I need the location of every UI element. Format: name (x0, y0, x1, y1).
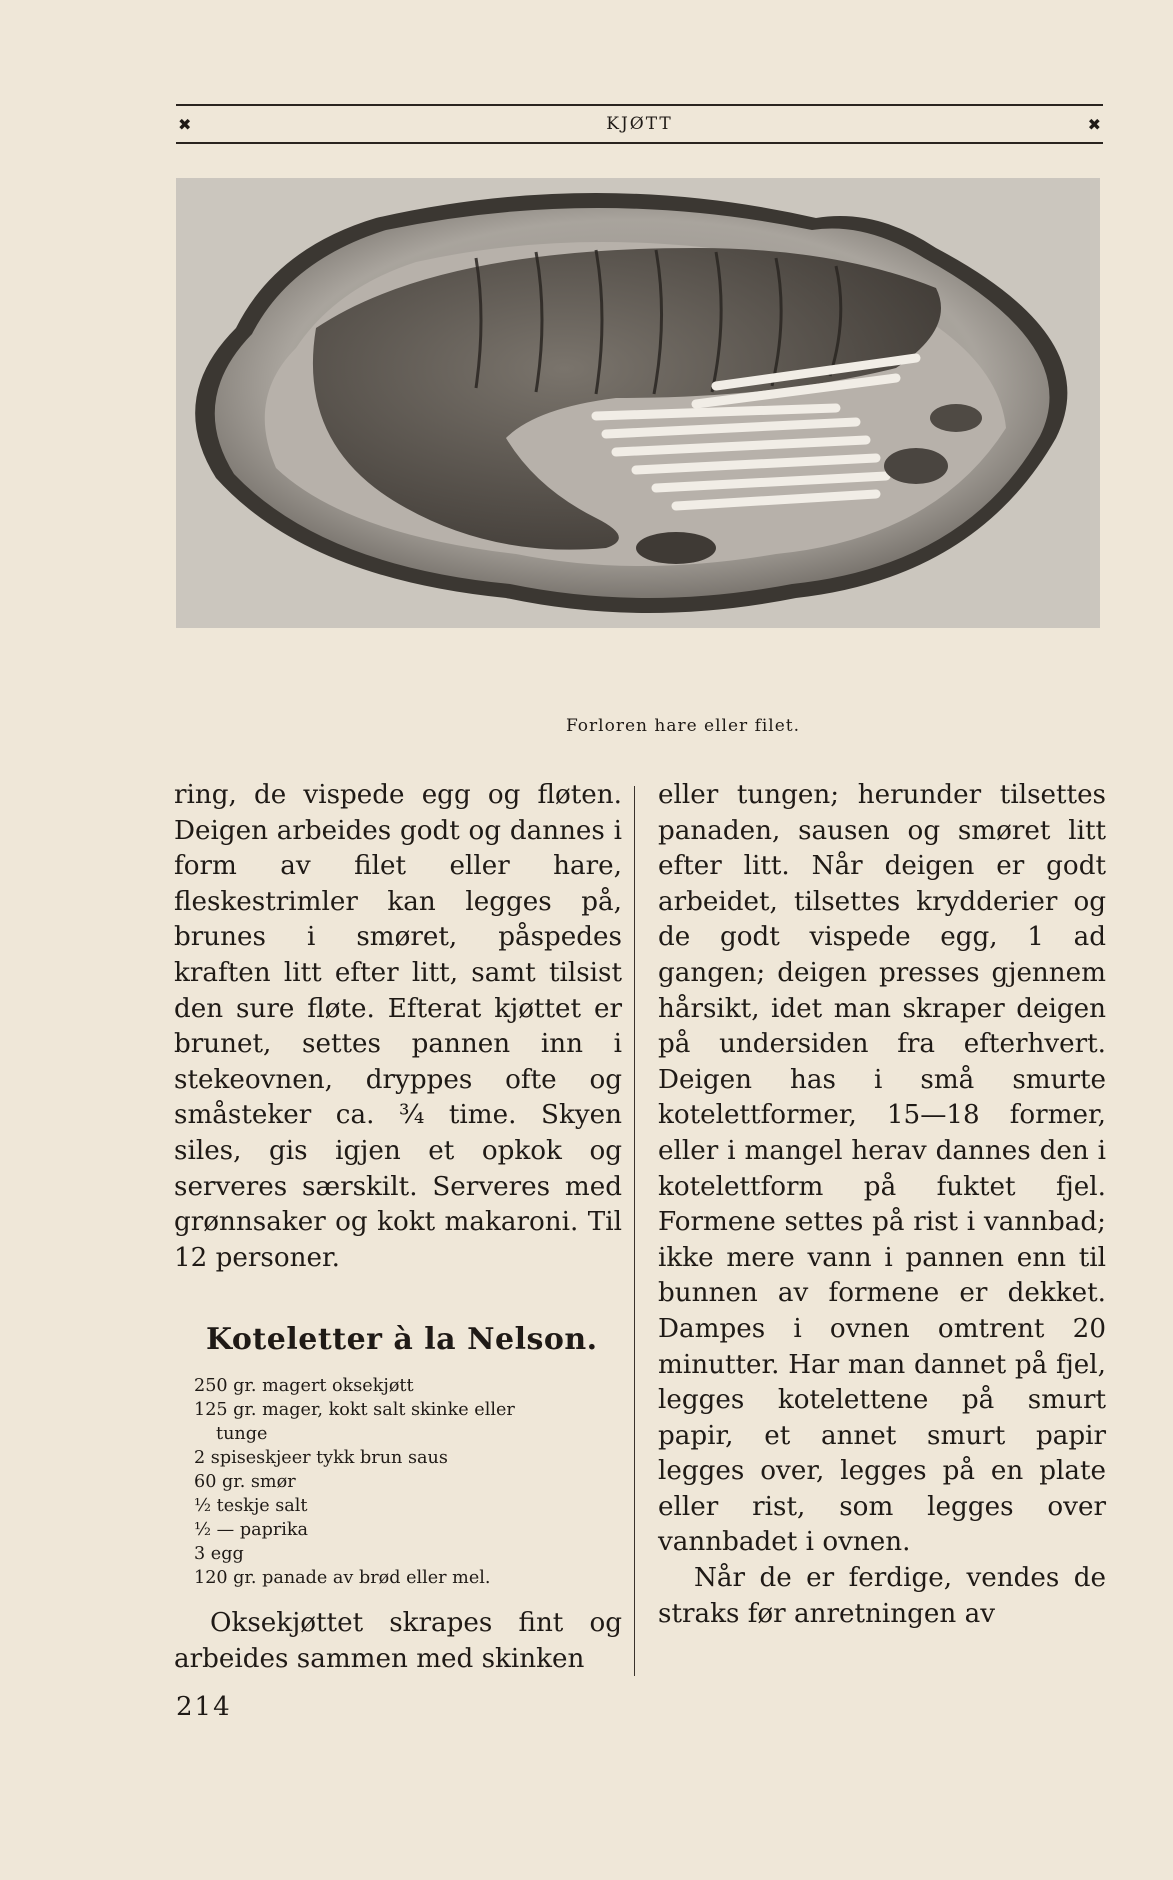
ingredient-item: tunge (216, 1424, 268, 1445)
paragraph: eller tungen; herunder tilsettes panaden, sausen og smøret litt efter litt. Når deigen er godt arbeidet, tilsettes krydderier og de godt vispede egg, 1 ad gangen; deigen presses gjennem hårsikt, idet man skraper deigen på undersiden fra efterhvert. Deigen has i små smurte kotelettformer, 15—18 former, eller i mangel herav dannes den i kotelettform på fuktet fjel. Formene settes på rist i vannbad; ikke mere vann i pannen enn til bunnen av formene er dekket. Dampes i ovnen omtrent 20 minutter. Har man dannet på fjel, legges kotelettene på smurt papir, et annet smurt papir legges over, legges på en plate eller rist, som legges over vannbadet i ovnen. (658, 780, 1106, 1558)
ingredient-item: 60 gr. smør (194, 1472, 296, 1493)
page-number: 214 (176, 1692, 232, 1722)
ingredient-item: ½ — paprika (194, 1520, 309, 1541)
section-title: KJØTT (606, 114, 673, 134)
ingredient-item: 125 gr. mager, kokt salt skinke eller (194, 1400, 515, 1421)
ingredient-list (194, 1374, 622, 1590)
ingredient-item: 3 egg (194, 1544, 244, 1565)
paragraph: Når de er ferdige, vendes de straks før anretningen av (658, 1563, 1106, 1629)
food-photo (176, 178, 1100, 628)
paragraph: ring, de vispede egg og fløten. Deigen arbeides godt og dannes i form av filet eller hare, fleskestrimler kan legges på, brunes i smøret, påspedes kraften litt efter litt, samt tilsist den sure fløte. Efterat kjøttet er brunet, settes pannen inn i stekeovnen, dryppes ofte og småsteker ca. ¾ time. Skyen siles, gis igjen et opkok og serveres særskilt. Serveres med grønnsaker og kokt makaroni. Til 12 personer. (174, 780, 622, 1273)
ingredient-item: ½ teskje salt (194, 1496, 308, 1517)
ornament-right: ✖ (1087, 114, 1101, 134)
column-divider (634, 786, 635, 1676)
ornament-left: ✖ (178, 114, 192, 134)
ingredient-item: 2 spiseskjeer tykk brun saus (194, 1448, 448, 1469)
paragraph: Oksekjøttet skrapes fint og arbeides sammen med skinken (174, 1608, 622, 1674)
right-column (658, 778, 1106, 1632)
figure-caption: Forloren hare eller filet. (565, 716, 801, 736)
running-header (176, 104, 1103, 144)
meat-loaf-platter-illustration (176, 178, 1100, 628)
ingredient-item: 120 gr. panade av brød eller mel. (194, 1568, 491, 1589)
ingredient-item: 250 gr. magert oksekjøtt (194, 1376, 414, 1397)
recipe-title: Koteletter à la Nelson. (206, 1322, 598, 1358)
left-column (174, 778, 622, 1678)
